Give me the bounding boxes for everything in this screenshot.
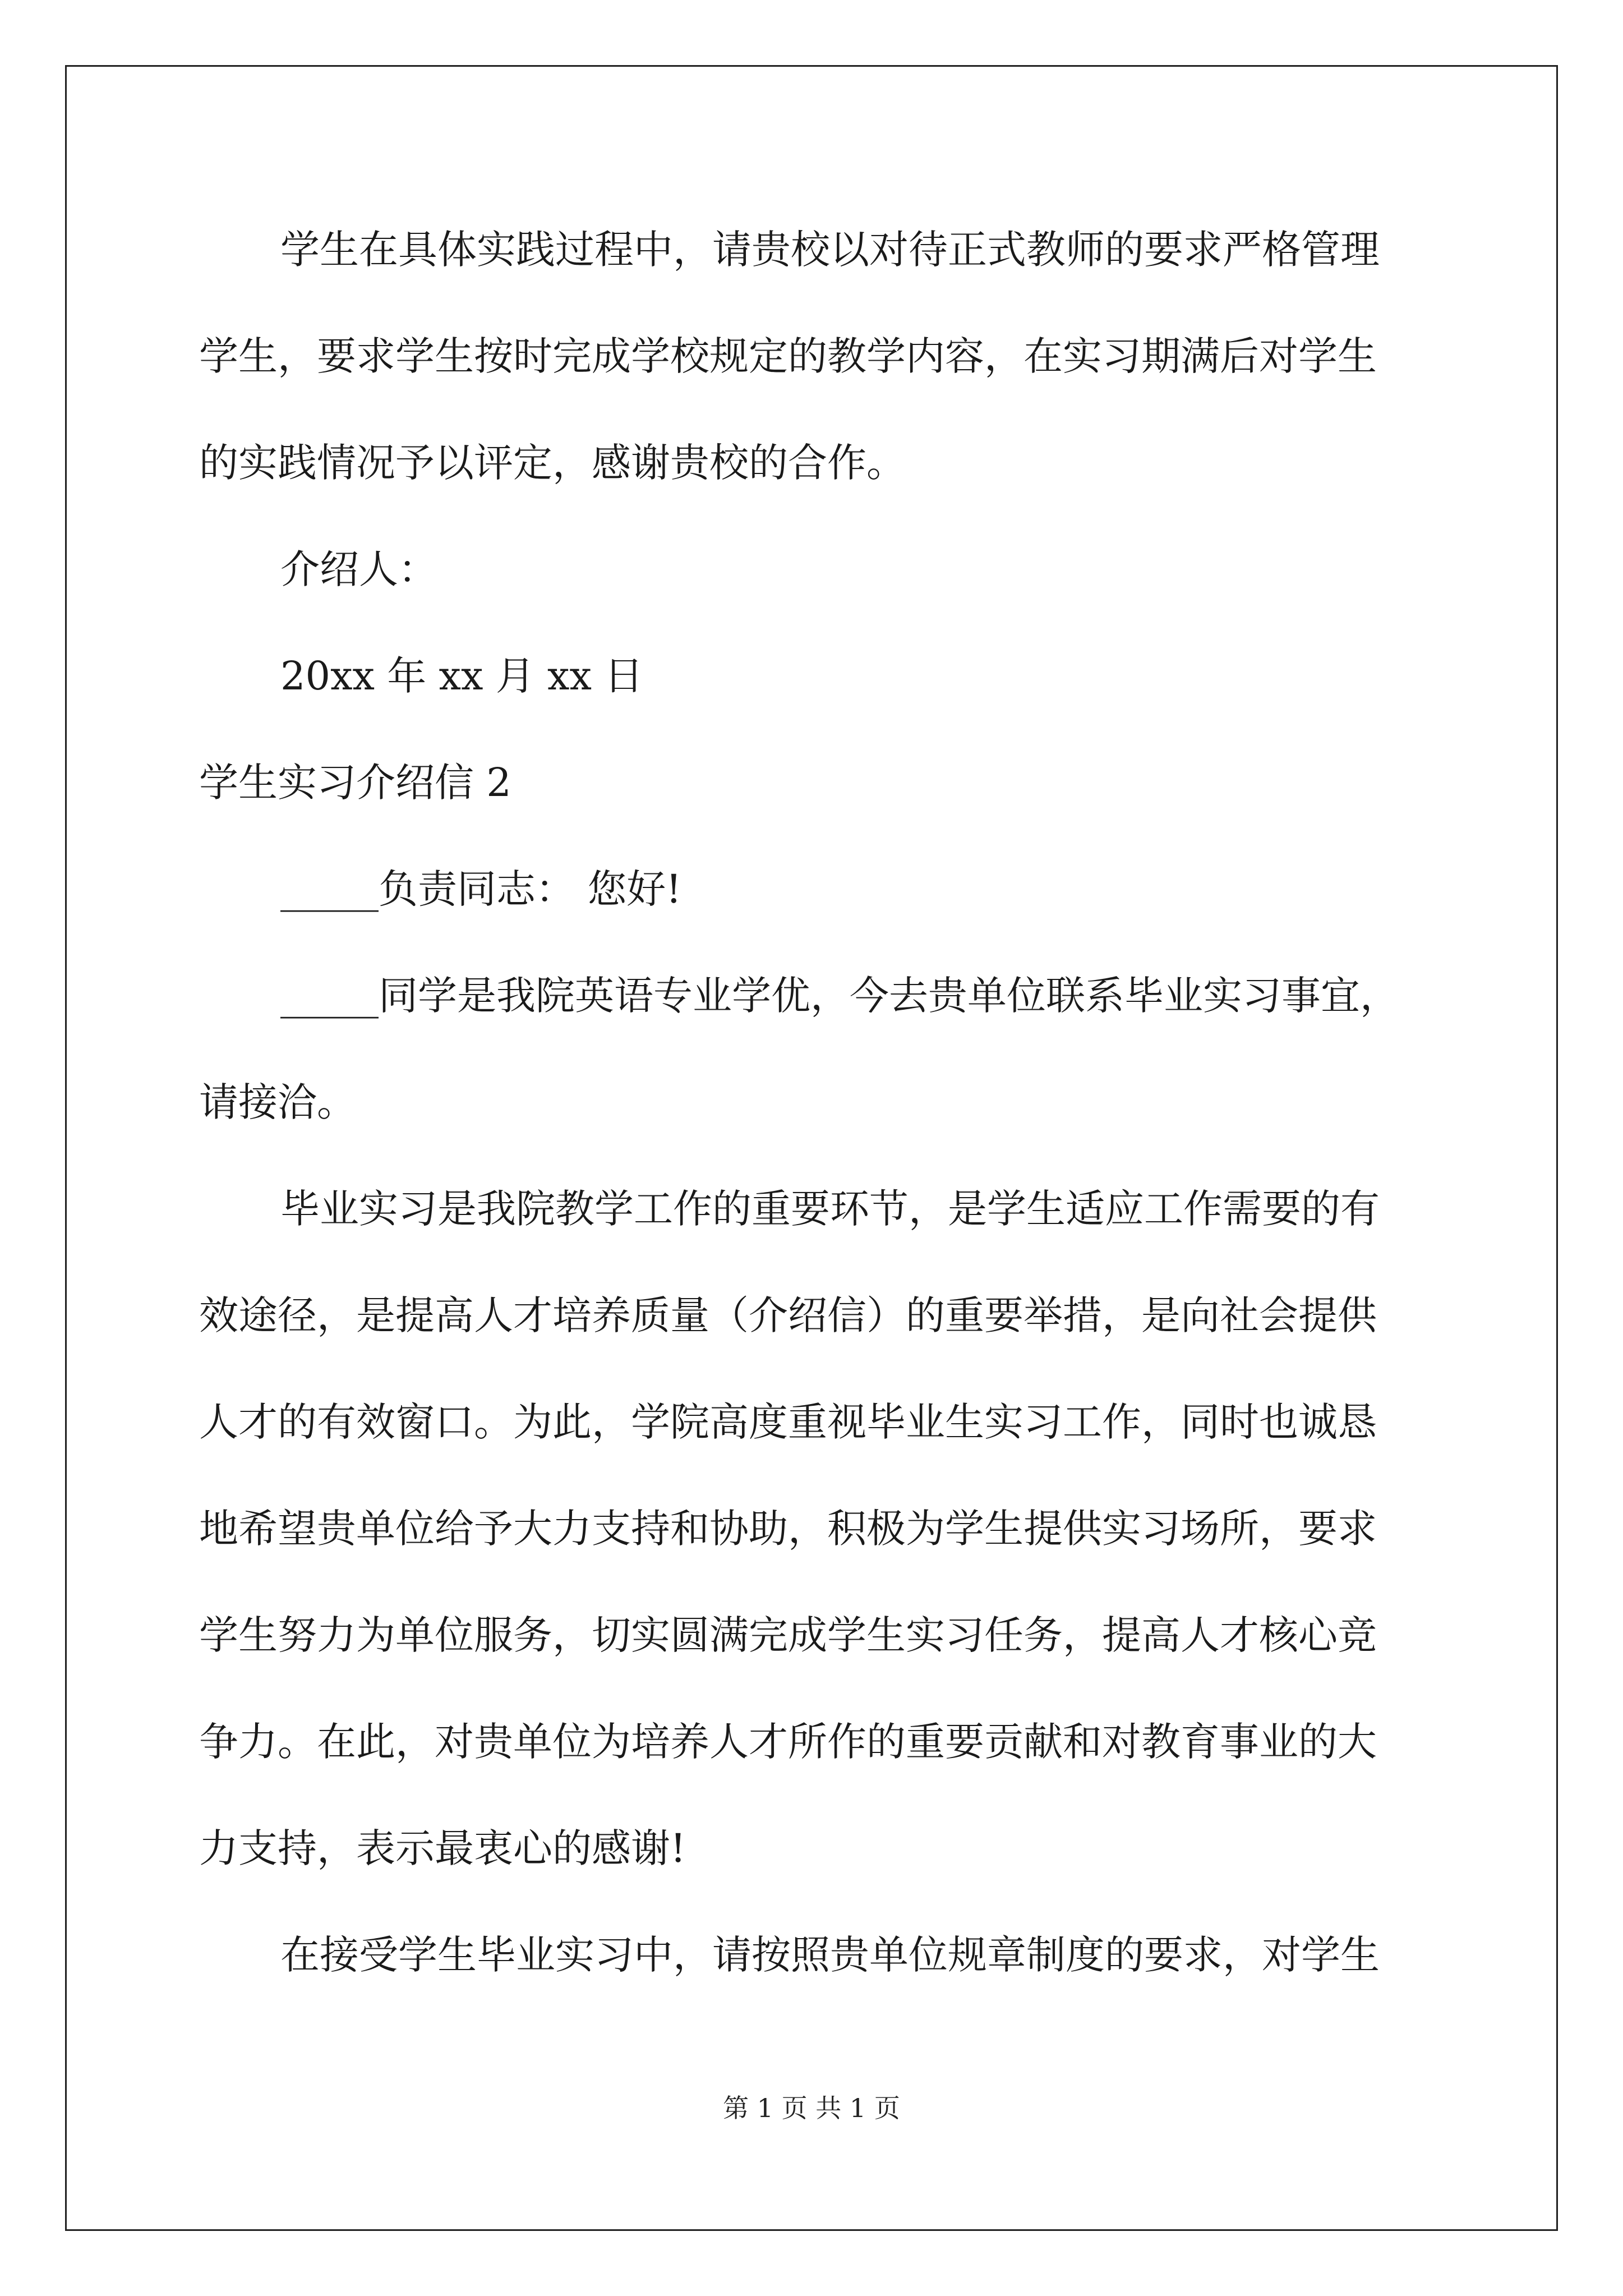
section-title: 学生实习介绍信 2 xyxy=(199,760,511,806)
paragraph-line: 在接受学生毕业实习中，请按照贵单位规章制度的要求，对学生 xyxy=(280,1932,1380,1978)
paragraph-line: 效途径，是提高人才培养质量（介绍信）的重要举措，是向社会提供 xyxy=(199,1292,1377,1338)
introducer-label: 介绍人： xyxy=(280,546,437,592)
paragraph-line: 学生努力为单位服务，切实圆满完成学生实习任务，提高人才核心竞 xyxy=(199,1612,1377,1658)
paragraph-line: 请接洽。 xyxy=(199,1079,356,1125)
paragraph-line: 地希望贵单位给予大力支持和协助，积极为学生提供实习场所，要求 xyxy=(199,1506,1377,1552)
paragraph-line: 人才的有效窗口。为此，学院高度重视毕业生实习工作，同时也诚恳 xyxy=(199,1399,1377,1445)
paragraph-line: 毕业实习是我院教学工作的重要环节，是学生适应工作需要的有 xyxy=(280,1186,1380,1232)
paragraph-line: 学生在具体实践过程中，请贵校以对待正式教师的要求严格管理 xyxy=(280,227,1380,273)
page-border xyxy=(65,65,1558,2231)
paragraph-line: _____同学是我院英语专业学优，今去贵单位联系毕业实习事宜， xyxy=(280,973,1399,1019)
paragraph-line: 争力。在此，对贵单位为培养人才所作的重要贡献和对教育事业的大 xyxy=(199,1719,1377,1765)
salutation: _____负责同志： 您好! xyxy=(280,866,682,912)
paragraph-line: 的实践情况予以评定，感谢贵校的合作。 xyxy=(199,440,906,486)
paragraph-line: 学生，要求学生按时完成学校规定的教学内容，在实习期满后对学生 xyxy=(199,333,1377,379)
date-line: 20xx 年 xx 月 xx 日 xyxy=(280,653,644,699)
page-footer: 第 1 页 共 1 页 xyxy=(723,2093,900,2123)
paragraph-line: 力支持，表示最衷心的感谢! xyxy=(199,1825,686,1871)
